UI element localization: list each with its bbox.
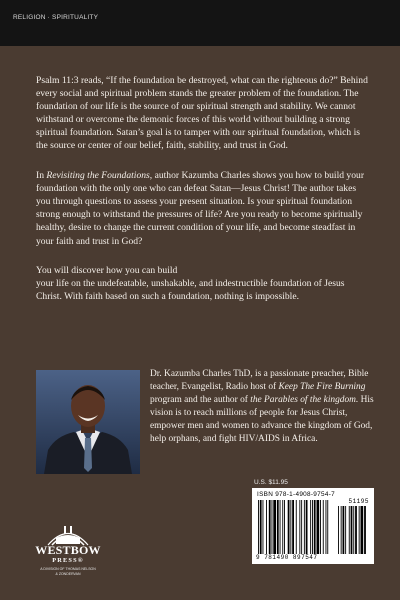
price-label: U.S. $11.95 — [254, 479, 288, 486]
book-title: Revisiting the Foundations, — [46, 170, 153, 182]
barcode — [252, 488, 374, 564]
author-photo — [36, 370, 140, 474]
barcode-number: 9 781490 897547 — [256, 554, 318, 561]
isbn-label: ISBN 978-1-4908-9754-7 — [257, 491, 336, 498]
category-label: RELIGION · SPIRITUALITY — [13, 14, 99, 21]
publisher-press: PRESS® — [52, 557, 84, 564]
other-book-title: the Parables of the kingdom. — [250, 394, 359, 405]
addon-number: 51195 — [348, 498, 369, 505]
description-paragraph-2: In Revisiting the Foundations, author Kazumba Charles shows you how to build your foundation with the only one who can defeat Satan—Jesus Christ! The author takes you through questions to assess your present situation. Is your spiritual foundation strong enough to withstand the pressures of life? Are you ready to become spiritually healthy, desire to change the current condition of your life, and become steadfast in your faith and trust in God? — [36, 170, 365, 247]
publisher-tagline: A DIVISION OF THOMAS NELSON & ZONDERVAN — [40, 567, 96, 576]
description-paragraph-3: You will discover how you can build your life on the undefeatable, unshakable, and indestructible foundation of Jesus Christ. With faith based on such a foundation, nothing is impossible. — [36, 264, 345, 302]
description-paragraph-1: Psalm 11:3 reads, “If the foundation be destroyed, what can the righteous do?” Behind every social and spiritual problem stands the greater problem of the foundation. The foundation of our life is the source of our spiritual strength and stability. We cannot withstand or overcome the demonic forces of this world without building a strong spiritual foundation. Satan’s goal is to tamper with our spiritual foundation, which is the source or center of our belief, faith, stability, and trust in God. — [36, 75, 368, 152]
publisher-name: WESTBOW — [35, 543, 101, 557]
radio-show-title: Keep The Fire Burning — [278, 381, 366, 392]
book-description — [36, 74, 372, 319]
publisher-logo — [18, 524, 118, 594]
author-bio: Dr. Kazumba Charles ThD, is a passionate preacher, Bible teacher, Evangelist, Radio host of Keep The Fire Burning program and the author of the Parables of the kingdom. His vision is to reach millions of people for Jesus Christ, empower men and women to advance the kingdom of God, help orphans, and fight HIV/AIDS in Africa. — [150, 369, 374, 444]
category-bar — [0, 0, 400, 46]
